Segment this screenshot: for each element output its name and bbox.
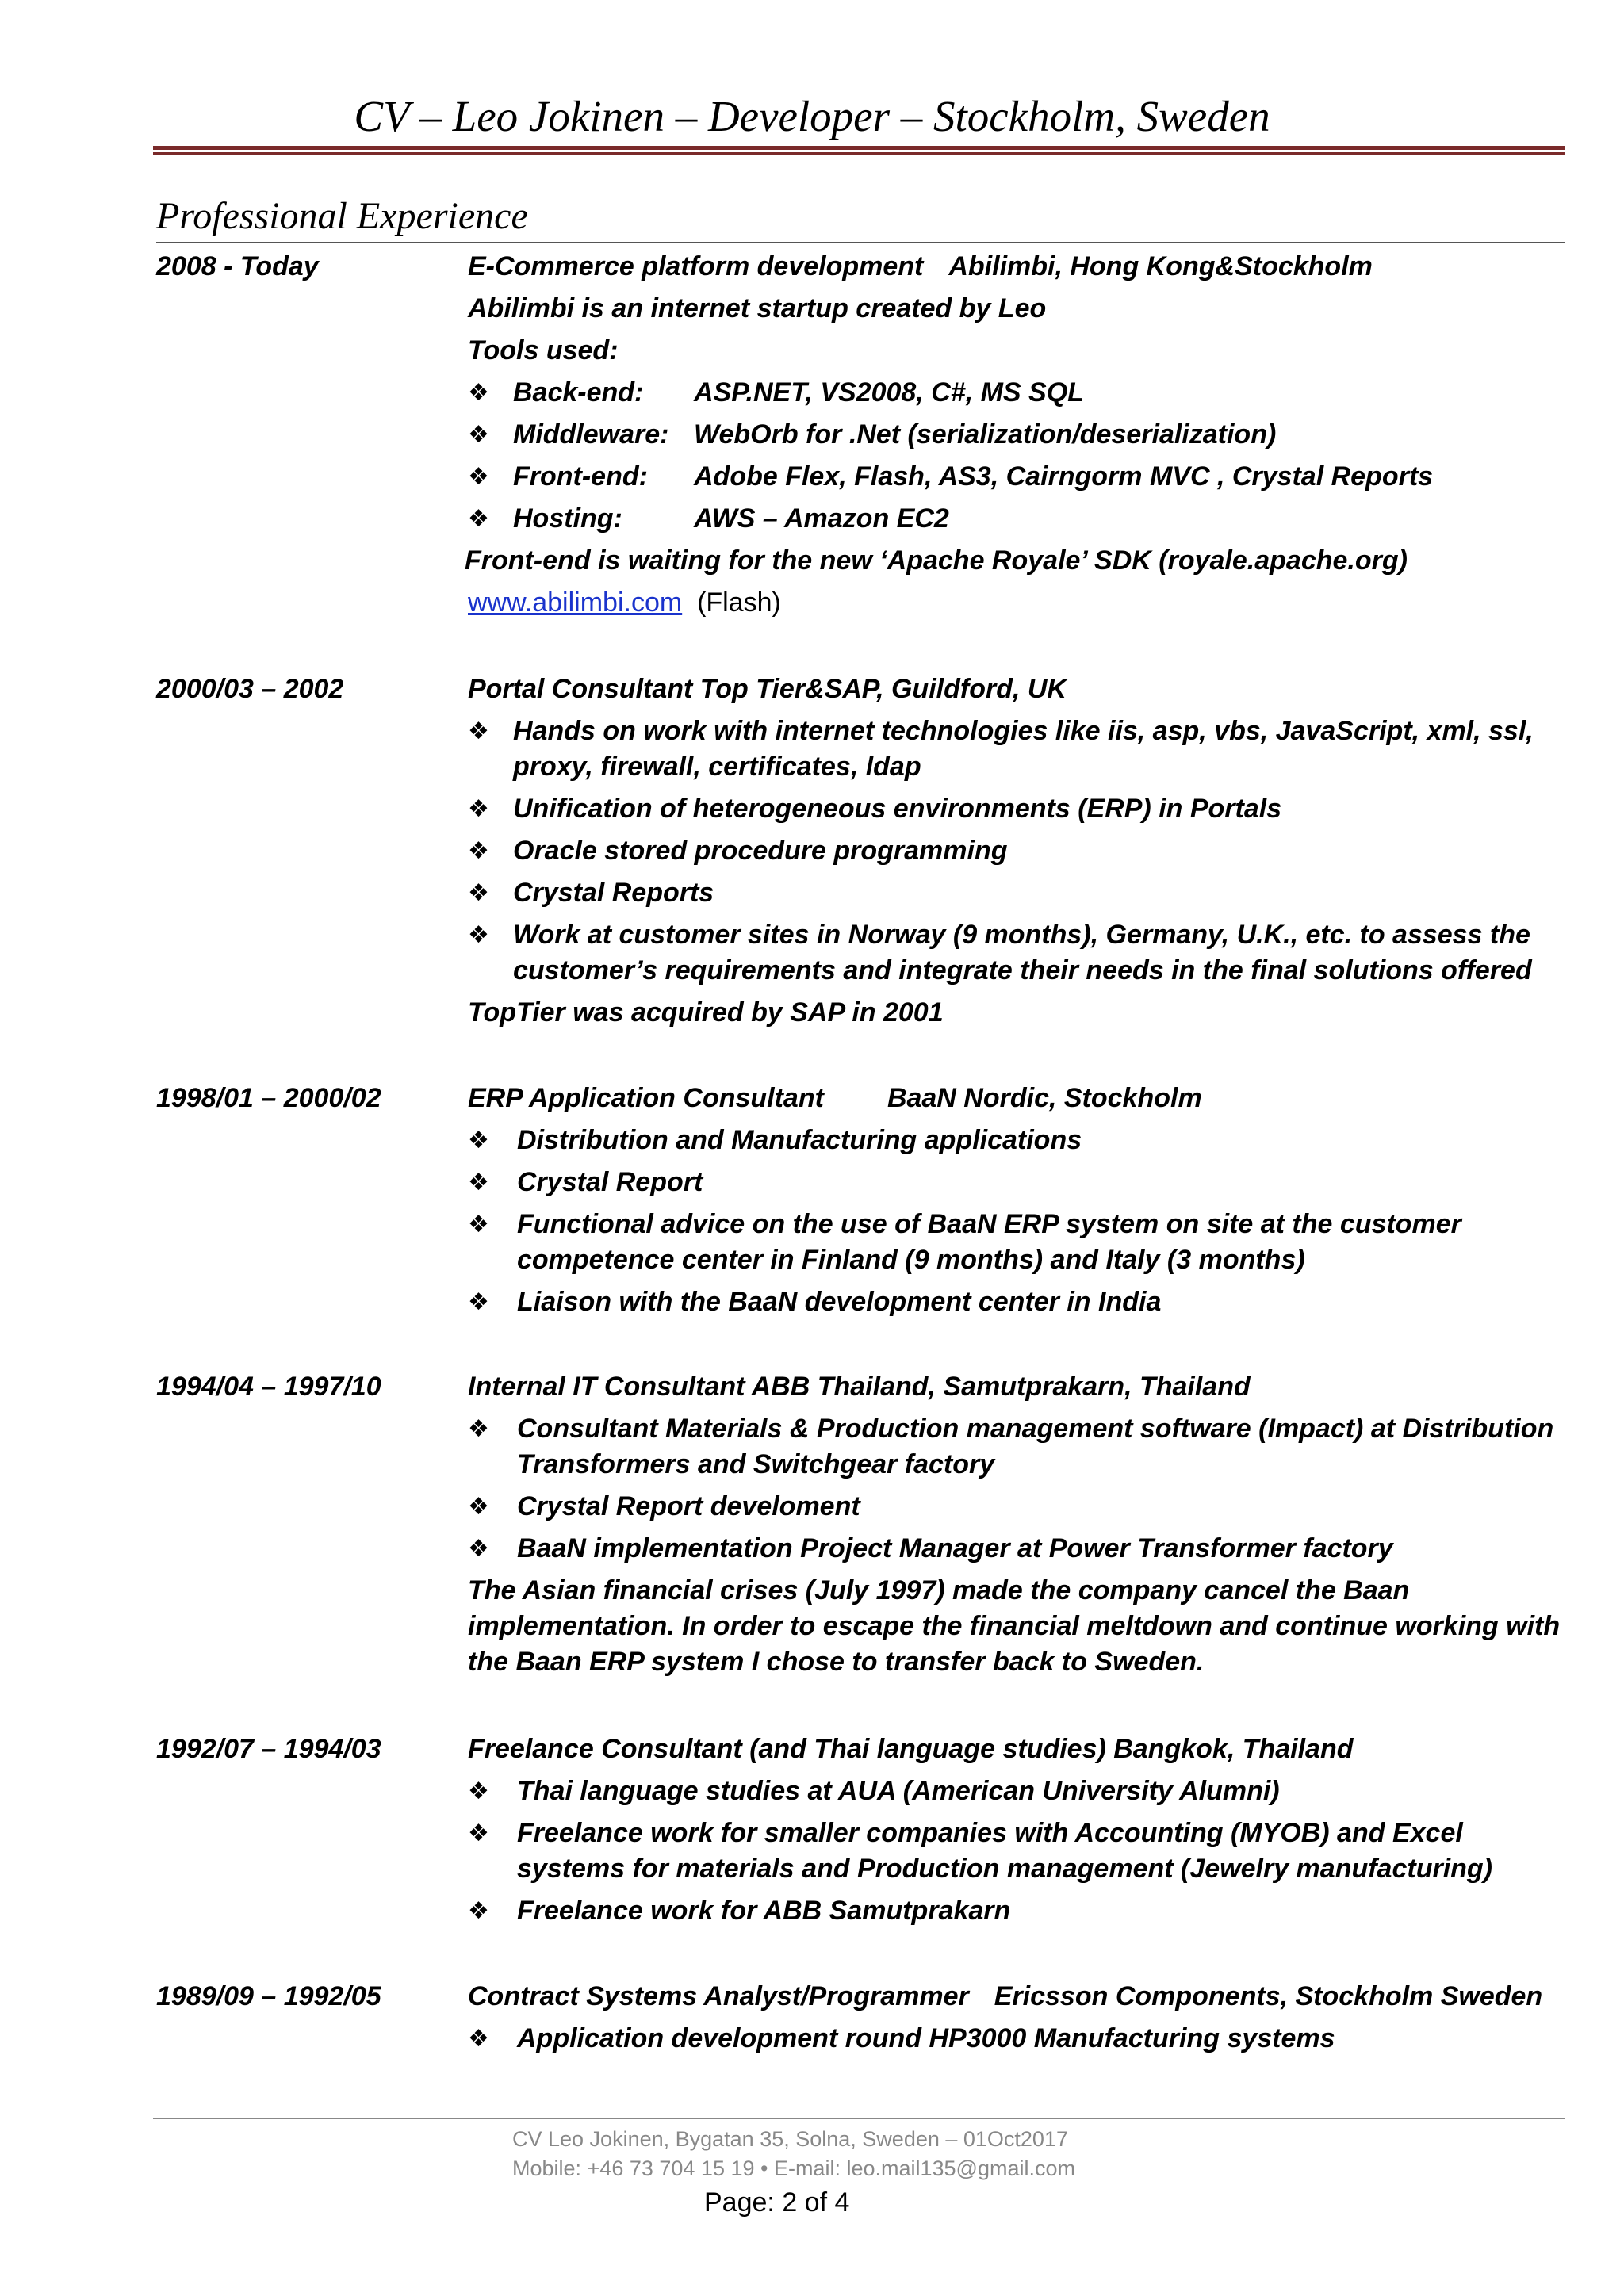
title-rule-top	[153, 146, 1565, 150]
diamond-bullet-icon: ❖	[468, 1211, 489, 1238]
diamond-bullet-icon: ❖	[468, 879, 489, 907]
entry-date: 2008 - Today	[156, 251, 319, 281]
list-item: ❖ Front-end: Adobe Flex, Flash, AS3, Cairngorm MVC , Crystal Reports	[468, 456, 1565, 498]
diamond-bullet-icon: ❖	[468, 1415, 489, 1443]
list-item: ❖ Unification of heterogeneous environments (ERP) in Portals	[468, 788, 1565, 830]
diamond-bullet-icon: ❖	[468, 1820, 489, 1847]
title-rule-bottom	[153, 152, 1565, 155]
list-item: ❖ Freelance work for ABB Samutprakarn	[468, 1890, 1565, 1932]
footer	[512, 2125, 1075, 2183]
tools-label: Tools used:	[468, 335, 619, 365]
entry-date: 1989/09 – 1992/05	[156, 1981, 381, 2011]
list-item: ❖ Application development round HP3000 Manufacturing systems	[468, 2018, 1565, 2060]
website-link-suffix: (Flash)	[697, 587, 781, 618]
diamond-bullet-icon: ❖	[468, 505, 489, 533]
entry-heading	[468, 246, 1565, 288]
list-item: ❖ BaaN implementation Project Manager at Power Transformer factory	[468, 1528, 1565, 1570]
diamond-bullet-icon: ❖	[468, 1288, 489, 1316]
entry-heading: Internal IT Consultant ABB Thailand, Samutprakarn, Thailand	[468, 1372, 1251, 1402]
entry-content	[468, 1366, 1565, 1680]
entry-heading: Freelance Consultant (and Thai language studies) Bangkok, Thailand	[468, 1734, 1354, 1764]
entry-heading	[468, 1077, 1565, 1119]
entry-date: 2000/03 – 2002	[156, 674, 344, 704]
list-item: ❖ Middleware: WebOrb for .Net (serialization/deserialization)	[468, 414, 1565, 456]
entry-date: 1992/07 – 1994/03	[156, 1734, 381, 1764]
diamond-bullet-icon: ❖	[468, 837, 489, 865]
bullet-list	[468, 1119, 1565, 1323]
list-item: ❖ Distribution and Manufacturing applications	[468, 1119, 1565, 1161]
entry-company: BaaN Nordic, Stockholm	[887, 1083, 1202, 1113]
entry-content	[468, 1728, 1565, 1932]
website-link[interactable]: www.abilimbi.com	[468, 587, 683, 618]
bullet-list	[468, 2018, 1565, 2060]
diamond-bullet-icon: ❖	[468, 921, 489, 949]
list-item: ❖ Back-end: ASP.NET, VS2008, C#, MS SQL	[468, 372, 1565, 414]
tools-list	[468, 372, 1565, 540]
bullet-list	[468, 1770, 1565, 1932]
list-item: ❖ Oracle stored procedure programming	[468, 830, 1565, 872]
list-item: ❖ Freelance work for smaller companies with Accounting (MYOB) and Excel systems for materials and Production management (Jewelry manufacturing)	[468, 1812, 1565, 1890]
entry-note: The Asian financial crises (July 1997) made the company cancel the Baan implementation. In order to escape the financial meltdown and continue working with the Baan ERP system I chose to transfer back to Sweden.	[468, 1575, 1561, 1677]
section-title: Professional Experience	[156, 195, 528, 237]
entry-content	[468, 1077, 1565, 1323]
footer-address: CV Leo Jokinen, Bygatan 35, Solna, Sweden – 01Oct2017	[512, 2127, 1068, 2151]
entry-note: Front-end is waiting for the new ‘Apache Royale’ SDK (royale.apache.org)	[465, 545, 1408, 576]
entry-content	[468, 668, 1565, 1034]
diamond-bullet-icon: ❖	[468, 718, 489, 745]
entry-company: Ericsson Components, Stockholm Sweden	[994, 1981, 1543, 2011]
list-item: ❖ Crystal Report develoment	[468, 1486, 1565, 1528]
list-item: ❖ Hands on work with internet technologies like iis, asp, vbs, JavaScript, xml, ssl, proxy, firewall, certificates, ldap	[468, 710, 1565, 788]
entry-role: Contract Systems Analyst/Programmer	[468, 1981, 969, 2011]
diamond-bullet-icon: ❖	[468, 1777, 489, 1805]
footer-rule	[153, 2118, 1565, 2119]
page-value: 2 of 4	[782, 2187, 850, 2218]
list-item: ❖ Thai language studies at AUA (American University Alumni)	[468, 1770, 1565, 1812]
diamond-bullet-icon: ❖	[468, 1493, 489, 1521]
entry-company: Abilimbi, Hong Kong&Stockholm	[948, 251, 1373, 281]
diamond-bullet-icon: ❖	[468, 1169, 489, 1196]
list-item: ❖ Functional advice on the use of BaaN ERP system on site at the customer competence center in Finland (9 months) and Italy (3 months)	[468, 1203, 1565, 1281]
entry-description: Abilimbi is an internet startup created by Leo	[468, 293, 1047, 323]
diamond-bullet-icon: ❖	[468, 379, 489, 407]
website-line	[468, 582, 1565, 624]
list-item: ❖ Consultant Materials & Production management software (Impact) at Distribution Transformers and Switchgear factory	[468, 1408, 1565, 1486]
page-number	[704, 2185, 849, 2220]
entry-date: 1998/01 – 2000/02	[156, 1083, 381, 1113]
diamond-bullet-icon: ❖	[468, 1127, 489, 1154]
entry-date: 1994/04 – 1997/10	[156, 1372, 381, 1402]
section-rule	[156, 242, 1565, 243]
diamond-bullet-icon: ❖	[468, 1897, 489, 1925]
list-item: ❖ Liaison with the BaaN development center in India	[468, 1281, 1565, 1323]
bullet-list	[468, 1408, 1565, 1570]
diamond-bullet-icon: ❖	[468, 795, 489, 823]
diamond-bullet-icon: ❖	[468, 463, 489, 491]
entry-content	[465, 246, 1565, 624]
entry-heading: Portal Consultant Top Tier&SAP, Guildford, UK	[468, 674, 1067, 704]
entry-role: ERP Application Consultant	[468, 1083, 824, 1113]
list-item: ❖ Work at customer sites in Norway (9 months), Germany, U.K., etc. to assess the customer’s requirements and integrate their needs in the final solutions offered	[468, 914, 1565, 992]
bullet-list	[468, 710, 1565, 992]
entry-note: TopTier was acquired by SAP in 2001	[468, 997, 944, 1027]
entry-content	[468, 1976, 1565, 2060]
entry-heading	[468, 1976, 1565, 2018]
list-item: ❖ Crystal Reports	[468, 872, 1565, 914]
list-item: ❖ Hosting: AWS – Amazon EC2	[468, 498, 1565, 540]
diamond-bullet-icon: ❖	[468, 421, 489, 449]
diamond-bullet-icon: ❖	[468, 2025, 489, 2053]
page-label: Page:	[704, 2187, 775, 2218]
entry-role: E-Commerce platform development	[468, 251, 924, 281]
list-item: ❖ Crystal Report	[468, 1161, 1565, 1203]
footer-contact: Mobile: +46 73 704 15 19 • E-mail: leo.mail135@gmail.com	[512, 2156, 1075, 2180]
diamond-bullet-icon: ❖	[468, 1535, 489, 1563]
document-title: CV – Leo Jokinen – Developer – Stockholm, Sweden	[354, 92, 1270, 140]
